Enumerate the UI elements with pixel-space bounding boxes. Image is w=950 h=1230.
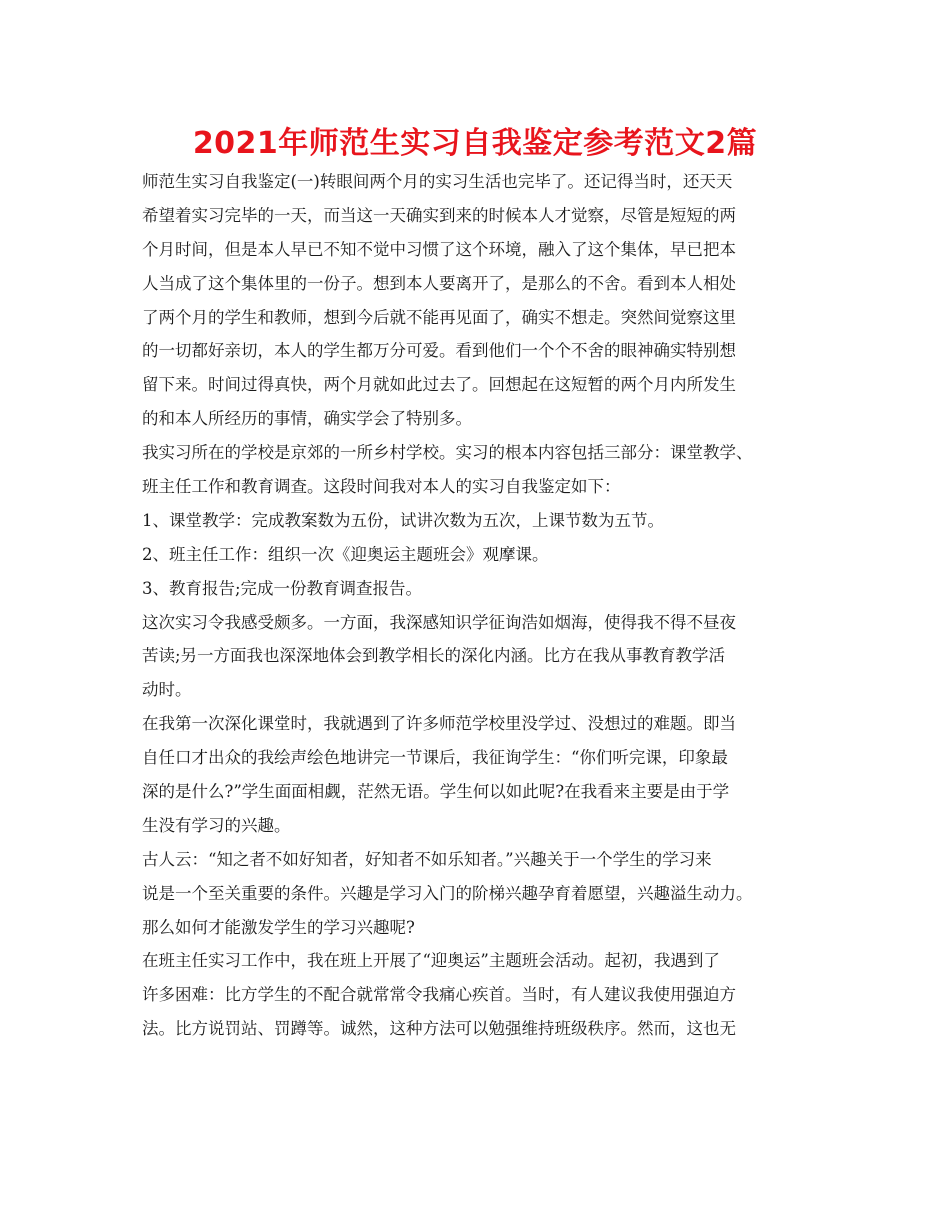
text-line: 3、教育报告;完成一份教育调查报告。 bbox=[142, 578, 423, 598]
text-line: 2、班主任工作：组织一次《迎奥运主题班会》观摩课。 bbox=[142, 544, 549, 564]
text-line: 古人云：“知之者不如好知者，好知者不如乐知者。”兴趣关于一个学生的学习来 bbox=[142, 849, 712, 869]
text-line: 许多困难：比方学生的不配合就常常令我痛心疾首。当时，有人建议我使用强迫方 bbox=[142, 985, 736, 1005]
text-line: 在我第一次深化课堂时，我就遇到了许多师范学校里没学过、没想过的难题。即当 bbox=[142, 714, 736, 734]
text-line: 生没有学习的兴趣。 bbox=[142, 815, 291, 835]
text-line: 的一切都好亲切，本人的学生都万分可爱。看到他们一个个不舍的眼神确实特别想 bbox=[142, 341, 736, 361]
text-line: 那么如何才能激发学生的学习兴趣呢? bbox=[142, 917, 415, 937]
text-line: 法。比方说罚站、罚蹲等。诚然，这种方法可以勉强维持班级秩序。然而，这也无 bbox=[142, 1019, 736, 1039]
text-line: 自任口才出众的我绘声绘色地讲完一节课后，我征询学生：“你们听完课，印象最 bbox=[142, 748, 728, 768]
text-line: 班主任工作和教育调查。这段时间我对本人的实习自我鉴定如下： bbox=[142, 477, 621, 497]
text-line: 我实习所在的学校是京郊的一所乡村学校。实习的根本内容包括三部分：课堂教学、 bbox=[142, 443, 753, 463]
text-line: 说是一个至关重要的条件。兴趣是学习入门的阶梯兴趣孕育着愿望，兴趣溢生动力。 bbox=[142, 883, 753, 903]
text-line: 希望着实习完毕的一天，而当这一天确实到来的时候本人才觉察，尽管是短短的两 bbox=[142, 205, 736, 225]
text-line: 的和本人所经历的事情，确实学会了特别多。 bbox=[142, 409, 472, 429]
text-line: 1、课堂教学：完成教案数为五份，试讲次数为五次，上课节数为五节。 bbox=[142, 510, 664, 530]
text-line: 在班主任实习工作中，我在班上开展了“迎奥运”主题班会活动。起初，我遇到了 bbox=[142, 951, 720, 971]
text-line: 留下来。时间过得真快，两个月就如此过去了。回想起在这短暂的两个月内所发生 bbox=[142, 375, 736, 395]
text-line: 苦读;另一方面我也深深地体会到教学相长的深化内涵。比方在我从事教育教学活 bbox=[142, 646, 726, 666]
text-line: 了两个月的学生和教师，想到今后就不能再见面了，确实不想走。突然间觉察这里 bbox=[142, 307, 736, 327]
document-body bbox=[142, 165, 832, 1046]
document-title: 2021年师范生实习自我鉴定参考范文2篇 bbox=[192, 126, 758, 161]
text-line: 人当成了这个集体里的一份子。想到本人要离开了，是那么的不舍。看到本人相处 bbox=[142, 273, 736, 293]
text-line: 这次实习令我感受颇多。一方面，我深感知识学征询浩如烟海，使得我不得不昼夜 bbox=[142, 612, 736, 632]
text-line: 动时。 bbox=[142, 680, 192, 700]
text-line: 个月时间，但是本人早已不知不觉中习惯了这个环境，融入了这个集体，早已把本 bbox=[142, 239, 736, 259]
text-line: 师范生实习自我鉴定(一)转眼间两个月的实习生活也完毕了。还记得当时，还天天 bbox=[142, 172, 733, 191]
text-line: 深的是什么?”学生面面相觑，茫然无语。学生何以如此呢?在我看来主要是由于学 bbox=[142, 782, 730, 802]
